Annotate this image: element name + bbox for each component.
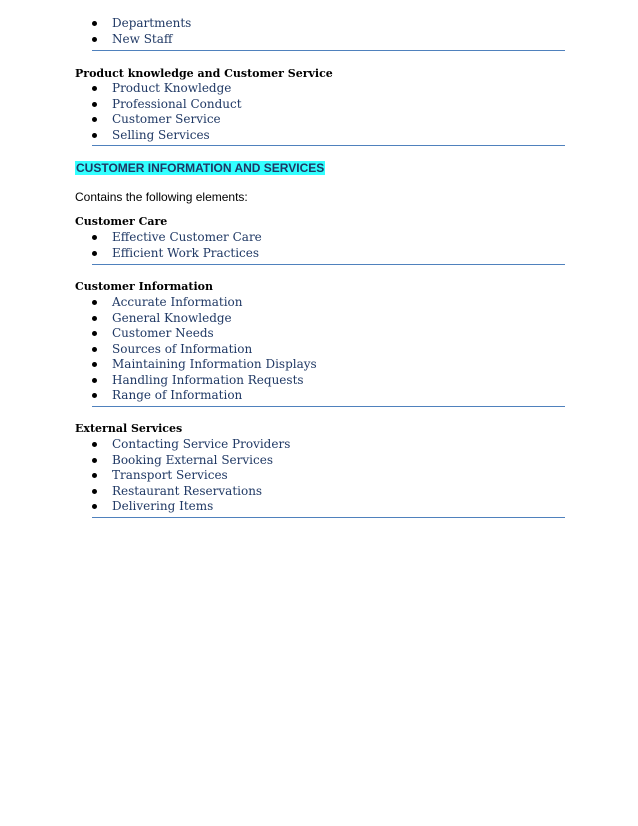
list-item-text: Restaurant Reservations [112,483,263,498]
bullet-icon [92,235,97,240]
list-item-text: General Knowledge [112,310,232,325]
list-item-text: Booking External Services [112,452,273,467]
list-item-text: Efficient Work Practices [112,245,260,260]
bullet-icon [92,300,97,305]
bullet-icon [92,442,97,447]
section-divider [92,264,565,265]
bullet-icon [92,316,97,321]
customer-information-heading: Customer Information [75,280,213,293]
bullet-icon [92,86,97,91]
bullet-icon [92,473,97,478]
bullet-icon [92,378,97,383]
external-services-heading: External Services [75,422,183,435]
bullet-icon [92,504,97,509]
bullet-icon [92,393,97,398]
list-item-text: Delivering Items [112,499,214,513]
section-divider [92,517,565,518]
list-item-text: Range of Information [112,388,243,402]
list-item-text: Accurate Information [112,295,243,309]
list-item-text: Professional Conduct [112,96,242,111]
product-heading: Product knowledge and Customer Service [75,67,333,80]
bullet-icon [92,362,97,367]
bullet-icon [92,117,97,122]
bullet-icon [92,21,97,26]
bullet-icon [92,489,97,494]
section-divider [92,50,565,51]
list-item-text: Transport Services [112,468,228,482]
list-item-text: Effective Customer Care [112,230,262,244]
bullet-icon [92,102,97,107]
list-item-text: Product Knowledge [112,81,232,95]
list-item-text: Maintaining Information Displays [112,357,317,371]
section-divider [92,145,565,146]
list-item-text: Selling Services [112,127,210,142]
customer-care-heading: Customer Care [75,215,168,228]
list-item-text: Contacting Service Providers [112,437,291,451]
intro-text: Contains the following elements: [75,190,248,204]
section-title: CUSTOMER INFORMATION AND SERVICES [76,161,325,175]
bullet-icon [92,331,97,336]
list-item-text: New Staff [112,31,173,46]
list-item-text: Customer Service [112,112,221,126]
bullet-icon [92,37,97,42]
list-item-text: Handling Information Requests [112,372,304,387]
bullet-icon [92,347,97,352]
bullet-icon [92,133,97,138]
list-item-text: Departments [112,16,192,30]
bullet-icon [92,251,97,256]
list-item-text: Sources of Information [112,341,253,356]
list-item-text: Customer Needs [112,326,214,340]
section-divider [92,406,565,407]
bullet-icon [92,458,97,463]
